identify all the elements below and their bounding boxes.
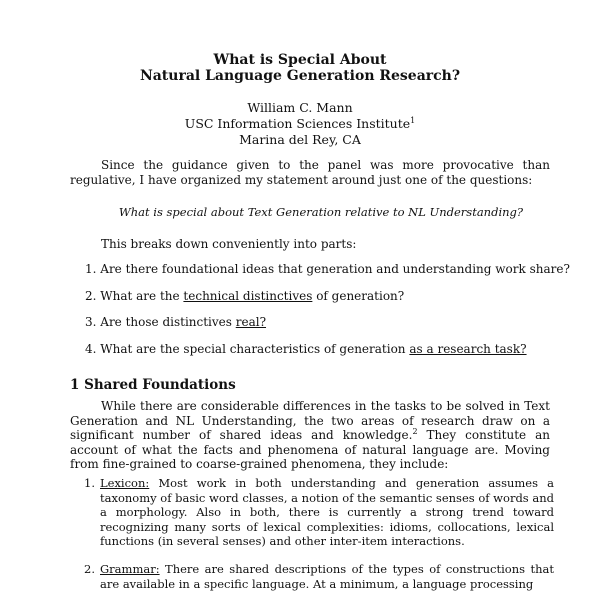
question-underlined-text: as a research task? bbox=[409, 342, 527, 356]
foundation-body bbox=[100, 476, 554, 549]
affiliation-footnote-mark: 1 bbox=[410, 116, 416, 125]
foundation-body bbox=[100, 562, 554, 591]
affiliation-text: USC Information Sciences Institute bbox=[184, 116, 411, 132]
author-name: William C. Mann bbox=[247, 100, 353, 115]
paper-title-line-2: Natural Language Generation Research? bbox=[139, 68, 461, 84]
paper-title-line-1: What is Special About bbox=[213, 52, 387, 68]
guiding-question: What is special about Text Generation relative to NL Understanding? bbox=[118, 205, 524, 219]
foundation-number: 1. bbox=[84, 476, 95, 490]
question-number: 2. bbox=[85, 289, 97, 303]
foundation-label: Grammar: bbox=[100, 562, 160, 576]
foundation-label: Lexicon: bbox=[100, 476, 150, 490]
section-paragraph bbox=[70, 399, 550, 472]
author-location: Marina del Rey, CA bbox=[239, 132, 361, 147]
section-paragraph-text: While there are considerable differences in the tasks to be solved in Text Generation and NL Understanding, the two areas of research draw on a significant number of shared ideas and knowledge. bbox=[70, 399, 550, 442]
question-list-item bbox=[85, 342, 527, 356]
breakdown-sentence: This breaks down conveniently into parts: bbox=[101, 237, 357, 251]
foundation-number: 2. bbox=[84, 562, 95, 576]
question-underlined-text: technical distinctives bbox=[183, 289, 313, 303]
section-heading: 1 Shared Foundations bbox=[70, 377, 236, 393]
footnote-mark: 2 bbox=[412, 427, 418, 436]
question-text: What are the special characteristics of generation bbox=[100, 342, 410, 356]
question-text: What are the bbox=[100, 289, 184, 303]
foundation-text: Most work in both understanding and generation assumes a taxonomy of basic word classes, a notion of the semantic senses of words and a morphology. Also in both, there is currently a strong trend toward recognizing many sorts of lexical complexities: idioms, collocations, lexical functions (in several senses) and other inter-item interactions. bbox=[100, 476, 554, 548]
foundation-text: There are shared descriptions of the types of constructions that are available in a specific language. At a minimum, a language processing bbox=[100, 562, 554, 591]
question-number: 3. bbox=[85, 315, 97, 329]
question-list-item bbox=[85, 262, 570, 276]
question-text: Are there foundational ideas that generation and understanding work share? bbox=[100, 262, 570, 276]
question-list-item bbox=[85, 315, 266, 329]
foundation-list-item bbox=[84, 476, 554, 549]
question-text-end: of generation? bbox=[312, 289, 405, 303]
question-number: 1. bbox=[85, 262, 97, 276]
intro-paragraph: Since the guidance given to the panel was more provocative than regulative, I have organized my statement around just one of the questions: bbox=[70, 158, 550, 187]
foundation-list-item bbox=[84, 562, 554, 591]
question-list-item bbox=[85, 289, 404, 303]
question-number: 4. bbox=[85, 342, 97, 356]
question-underlined-text: real? bbox=[235, 315, 267, 329]
section-paragraph-text-end: They constitute an account of what the facts and phenomena of natural language are. Moving from fine-grained to coarse-grained phenomena, they include: bbox=[70, 428, 551, 471]
question-text: Are those distinctives bbox=[100, 315, 236, 329]
author-affiliation bbox=[0, 116, 600, 131]
